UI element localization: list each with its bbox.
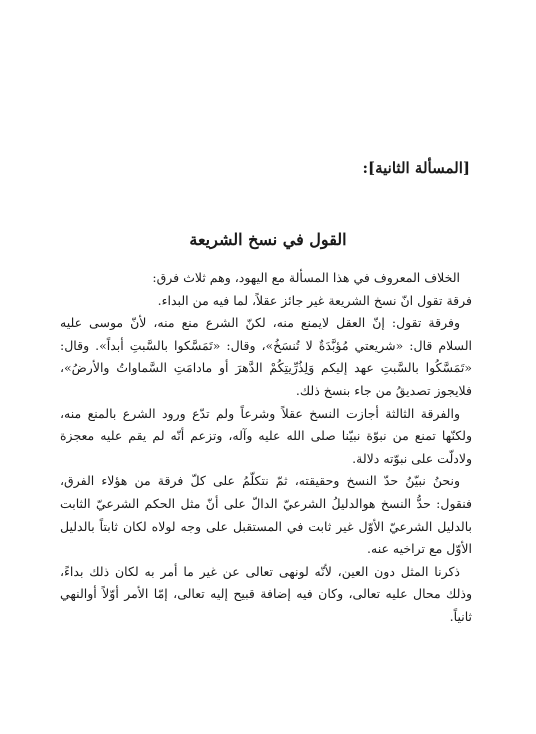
paragraph-third-sect: والفرقة الثالثة أجازت النسخ عقلاً وشرعاً ولم تدّع ورود الشرع بالمنع منه، ولكنّها تمنع من نبوّة نبيّنا صلى الله عليه وآله، وتزعم أنّه لم يقم عليه معجزة ولادلّت على نبوّته دلالة. [60, 405, 472, 466]
paragraph-definition: ونحنُ نبيّنُ حدّ النسخ وحقيقته، ثمّ نتكلّمُ على كلّ فرقة من هؤلاء الفرق، فنقول: حدُّ النسخ هوالدليلُ الشرعيّ الدالّ على أنّ مثل الحكم الشرعيّ الثابت بالدليل الشرعيّ الأوّل غير ثابت في المستقبل على وجه لولاه لكان ثابتاً بالدليل الأوّل مع تراخيه عنه. [60, 473, 472, 557]
body-text [60, 267, 472, 629]
chapter-title: القول في نسخ الشريعة [189, 230, 347, 249]
paragraph-intro: الخلاف المعروف في هذا المسألة مع اليهود، وهم ثلاث فرق: [152, 270, 460, 285]
section-label: [المسألة الثانية]: [362, 159, 470, 177]
paragraph-second-sect: وفرقة تقول: إنّ العقل لايمنع منه، لكنّ الشرع منع منه، لأنّ موسى عليه السلام قال: «شريعتي مُؤبَّدَةٌ لا تُنسَخُ»، وقال: «تَمَسَّكوا بالسَّبتِ أبداً». وقال: «تَمَسَّكُوا بالسَّبتِ عهد إليكم وَلِذُرِّيتِكُمْ الدَّهرَ أو مادامَتِ السَّماواتُ والأرضُ»، فلايجوز تصديقُ من جاء بنسخ ذلك. [60, 315, 472, 398]
paragraph-first-sect: فرقة تقول انّ نسخ الشريعة غير جائز عقلاً، لما فيه من البداء. [157, 292, 472, 308]
paragraph-explanation: ذكرنا المثل دون العين، لأنّه لونهى تعالى عن غير ما أمر به لكان ذلك بداءً، وذلك محال عليه تعالى، وكان فيه إضافة قبيح إليه تعالى، إمّا الأمر أوّلاً أوالنهي ثانياً. [60, 563, 472, 624]
